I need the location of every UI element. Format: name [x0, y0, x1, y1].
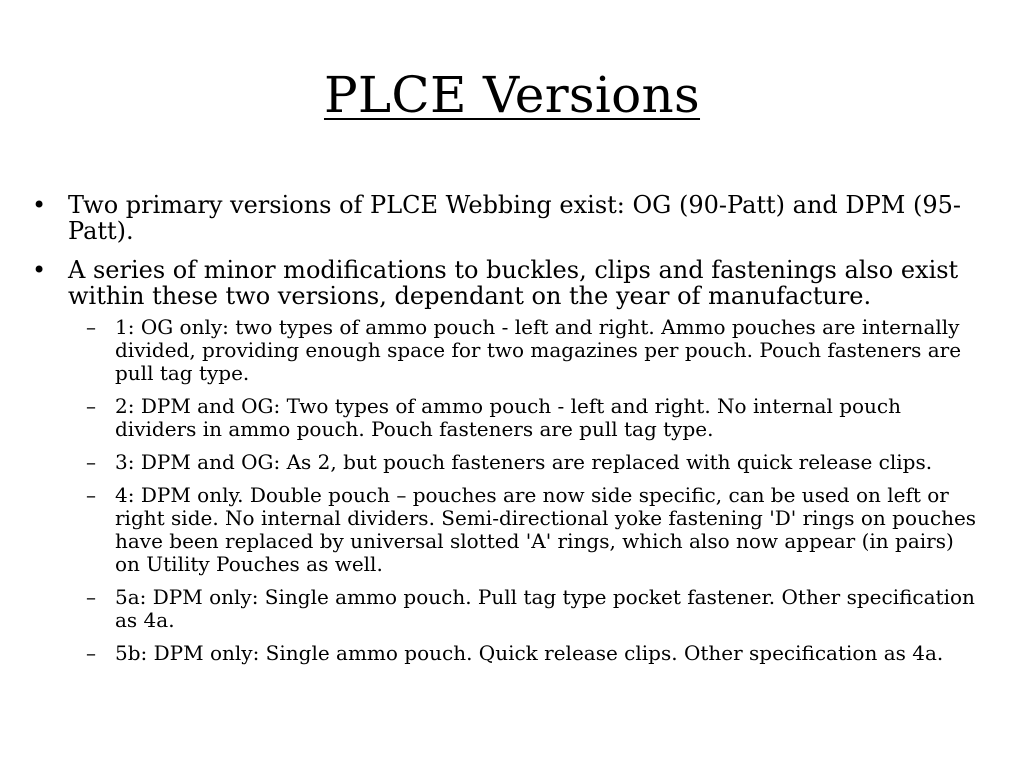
sub-marker: –	[86, 394, 96, 418]
bullet-text: A series of minor modifications to buckles, clips and fastenings also exist within these two versions, dependant on the year of manufacture.	[68, 256, 959, 310]
slide-body	[30, 192, 980, 675]
slide-title-text: PLCE Versions	[323, 66, 701, 124]
sub-text: 4: DPM only. Double pouch – pouches are now side specific, can be used on left or right side. No internal dividers. Semi-directional yoke fastening 'D' rings on pouches have been replaced by universal slotted 'A' rings, which also now appear (in pairs) on Utility Pouches as well.	[115, 483, 977, 576]
sub-marker: –	[86, 450, 96, 474]
sub-item	[30, 484, 980, 576]
sub-marker: –	[86, 641, 96, 665]
bullet-marker: •	[32, 256, 47, 284]
sub-item	[30, 642, 980, 665]
slide-title	[0, 58, 1024, 132]
sub-text: 5b: DPM only: Single ammo pouch. Quick release clips. Other specification as 4a.	[115, 641, 944, 665]
sub-item	[30, 586, 980, 632]
sub-text: 3: DPM and OG: As 2, but pouch fasteners are replaced with quick release clips.	[115, 450, 933, 474]
sub-text: 2: DPM and OG: Two types of ammo pouch - left and right. No internal pouch dividers in ammo pouch. Pouch fasteners are pull tag type.	[115, 394, 902, 441]
bullet-marker: •	[32, 191, 47, 219]
sub-item	[30, 316, 980, 385]
sub-text: 1: OG only: two types of ammo pouch - left and right. Ammo pouches are internally divided, providing enough space for two magazines per pouch. Pouch fasteners are pull tag type.	[115, 315, 962, 385]
sub-item	[30, 395, 980, 441]
sub-list	[30, 316, 980, 665]
sub-marker: –	[86, 483, 96, 507]
sub-marker: –	[86, 315, 96, 339]
bullet-item	[30, 192, 980, 244]
bullet-item	[30, 257, 980, 309]
sub-marker: –	[86, 585, 96, 609]
sub-item	[30, 451, 980, 474]
bullet-text: Two primary versions of PLCE Webbing exist: OG (90-Patt) and DPM (95-Patt).	[68, 191, 962, 245]
sub-text: 5a: DPM only: Single ammo pouch. Pull tag type pocket fastener. Other specification as 4a.	[115, 585, 975, 632]
